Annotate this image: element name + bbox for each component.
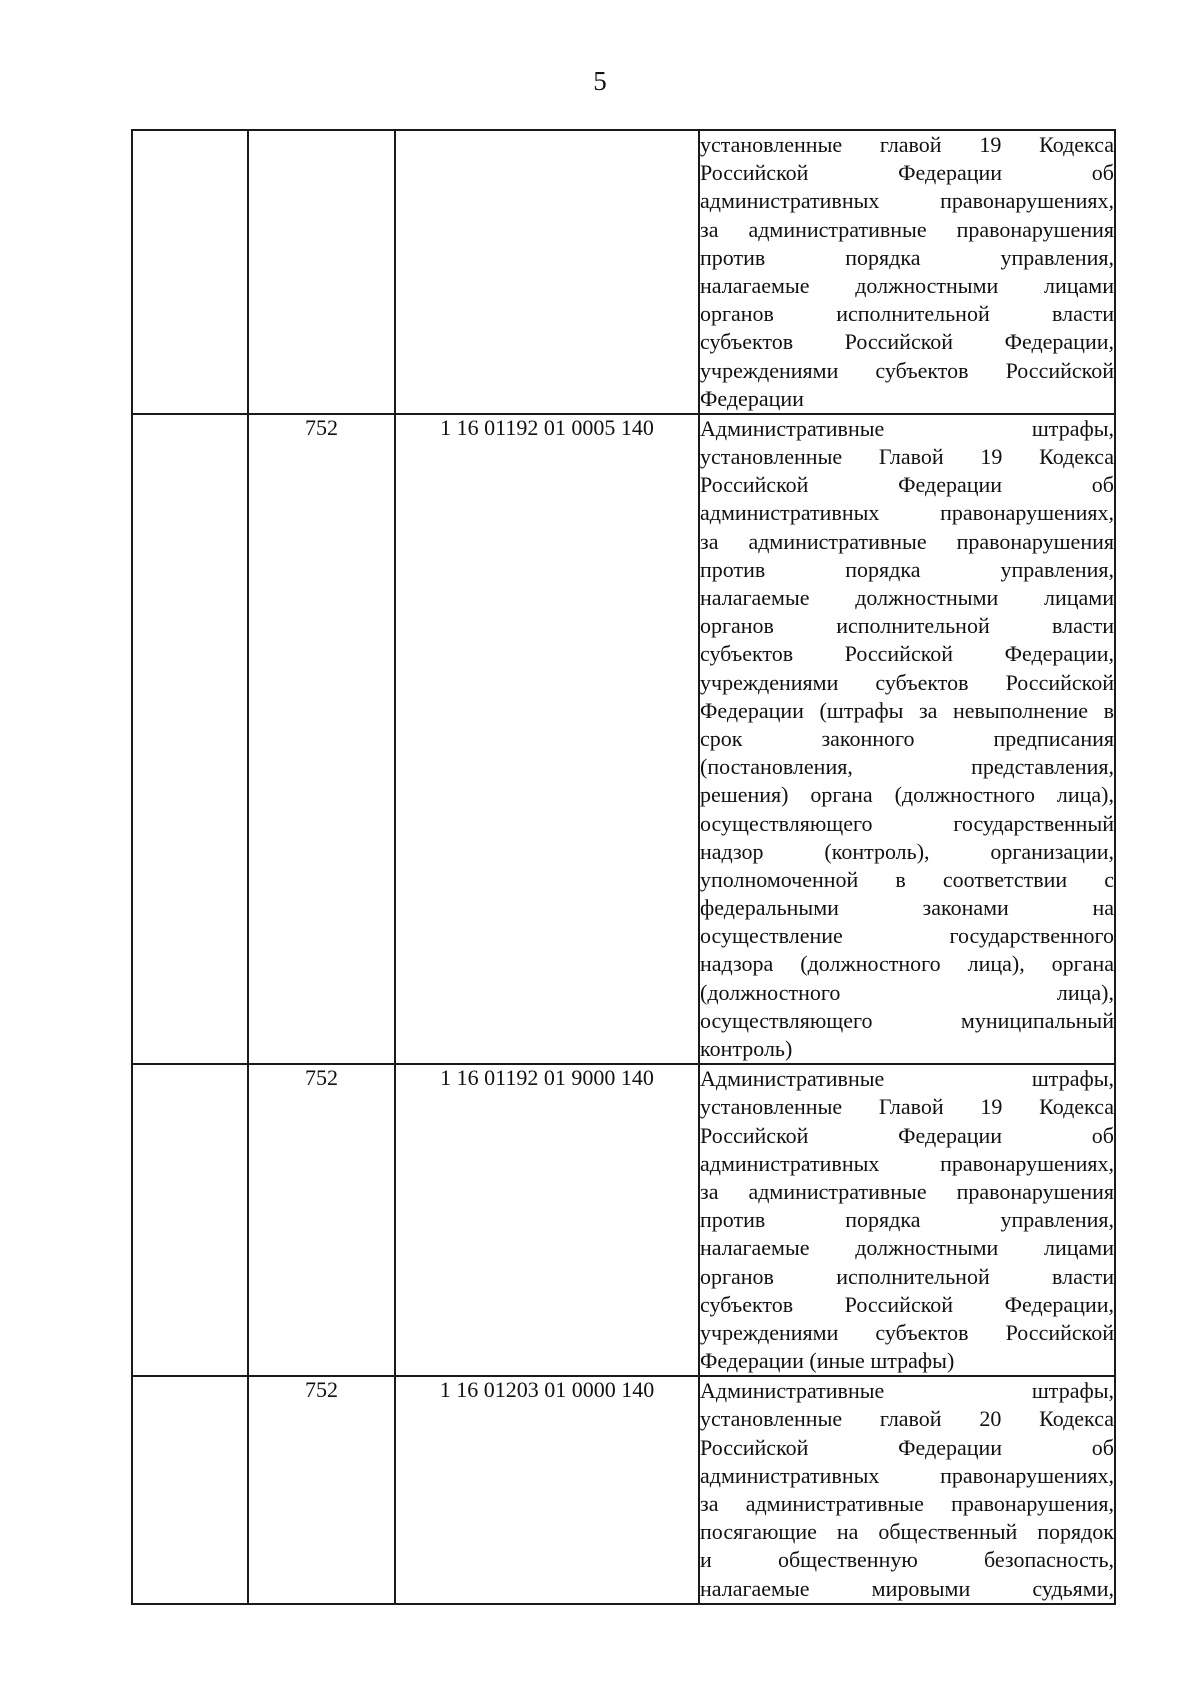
- admin-code-cell: 752: [248, 1376, 395, 1604]
- description-line: Административные штрафы,: [700, 1066, 1114, 1092]
- description-line: налагаемые мировыми судьями,: [700, 1575, 1114, 1601]
- description-line: Федерации (иные штрафы): [700, 1348, 955, 1374]
- kbk-code-cell: 1 16 01203 01 0000 140: [395, 1376, 699, 1604]
- description-line: и общественную безопасность,: [700, 1547, 1114, 1573]
- description-line: за административные правонарушения: [700, 216, 1114, 242]
- page-number: 5: [593, 66, 607, 96]
- description-line: (постановления, представления,: [700, 754, 1114, 780]
- description-line: контроль): [700, 1036, 793, 1061]
- description-cell: [699, 414, 1115, 1064]
- table-row: [132, 130, 1115, 414]
- description-line: срок законного предписания: [700, 725, 1114, 751]
- description-line: Российской Федерации об: [700, 1434, 1114, 1460]
- description-cell: [699, 1064, 1115, 1376]
- description-line: субъектов Российской Федерации,: [700, 1291, 1114, 1317]
- description-line: субъектов Российской Федерации,: [700, 329, 1114, 355]
- table-row: [132, 414, 1115, 1064]
- description-line: учреждениями субъектов Российской: [700, 357, 1114, 383]
- description-line: органов исполнительной власти: [700, 301, 1114, 327]
- kbk-code-cell: [395, 130, 699, 414]
- kbk-code-cell: 1 16 01192 01 9000 140: [395, 1064, 699, 1376]
- description-line: органов исполнительной власти: [700, 613, 1114, 639]
- empty-cell: [132, 1376, 248, 1604]
- description-line: административных правонарушениях,: [700, 1150, 1114, 1176]
- description-line: налагаемые должностными лицами: [700, 1235, 1114, 1261]
- description-line: Российской Федерации об: [700, 472, 1114, 498]
- description-line: осуществляющего государственный: [700, 810, 1114, 836]
- description-line: осуществляющего муниципальный: [700, 1007, 1114, 1033]
- budget-codes-table: [131, 129, 1116, 1605]
- description-cell: [699, 1376, 1115, 1604]
- description-cell: [699, 130, 1115, 414]
- description-line: против порядка управления,: [700, 244, 1114, 270]
- admin-code-cell: 752: [248, 414, 395, 1064]
- description-line: установленные Главой 19 Кодекса: [700, 1094, 1114, 1120]
- empty-cell: [132, 414, 248, 1064]
- description-line: уполномоченной в соответствии с: [700, 866, 1114, 892]
- description-line: установленные Главой 19 Кодекса: [700, 444, 1114, 470]
- description-line: за административные правонарушения,: [700, 1491, 1114, 1516]
- description-line: учреждениями субъектов Российской: [700, 669, 1114, 695]
- description-line: Российской Федерации об: [700, 1122, 1114, 1148]
- description-line: Административные штрафы,: [700, 415, 1114, 441]
- description-line: Российской Федерации об: [700, 160, 1114, 186]
- empty-cell: [132, 1064, 248, 1376]
- description-line: налагаемые должностными лицами: [700, 272, 1114, 298]
- description-line: за административные правонарушения: [700, 1178, 1114, 1204]
- description-line: (должностного лица),: [700, 979, 1114, 1005]
- description-line: учреждениями субъектов Российской: [700, 1319, 1114, 1345]
- description-line: установленные главой 20 Кодекса: [700, 1406, 1114, 1432]
- description-line: административных правонарушениях,: [700, 1462, 1114, 1488]
- description-line: Административные штрафы,: [700, 1378, 1114, 1404]
- description-line: против порядка управления,: [700, 1207, 1114, 1233]
- admin-code-cell: [248, 130, 395, 414]
- description-line: решения) органа (должностного лица),: [700, 782, 1114, 808]
- description-line: налагаемые должностными лицами: [700, 585, 1114, 610]
- empty-cell: [132, 130, 248, 414]
- description-line: надзора (должностного лица), органа: [700, 951, 1114, 977]
- description-line: посягающие на общественный порядок: [700, 1519, 1114, 1545]
- description-line: Федерации: [700, 385, 804, 411]
- description-line: субъектов Российской Федерации,: [700, 641, 1114, 667]
- table-body: [132, 130, 1115, 1604]
- table-row: [132, 1064, 1115, 1376]
- description-line: за административные правонарушения: [700, 528, 1114, 554]
- kbk-code-cell: 1 16 01192 01 0005 140: [395, 414, 699, 1064]
- description-line: административных правонарушениях,: [700, 500, 1114, 526]
- description-line: против порядка управления,: [700, 556, 1114, 582]
- description-line: федеральными законами на: [700, 895, 1114, 921]
- admin-code-cell: 752: [248, 1064, 395, 1376]
- description-line: Федерации (штрафы за невыполнение в: [700, 697, 1114, 723]
- description-line: органов исполнительной власти: [700, 1263, 1114, 1289]
- description-line: надзор (контроль), организации,: [700, 838, 1114, 864]
- description-line: установленные главой 19 Кодекса: [700, 132, 1114, 157]
- description-line: административных правонарушениях,: [700, 188, 1114, 214]
- description-line: осуществление государственного: [700, 923, 1114, 949]
- table-row: [132, 1376, 1115, 1604]
